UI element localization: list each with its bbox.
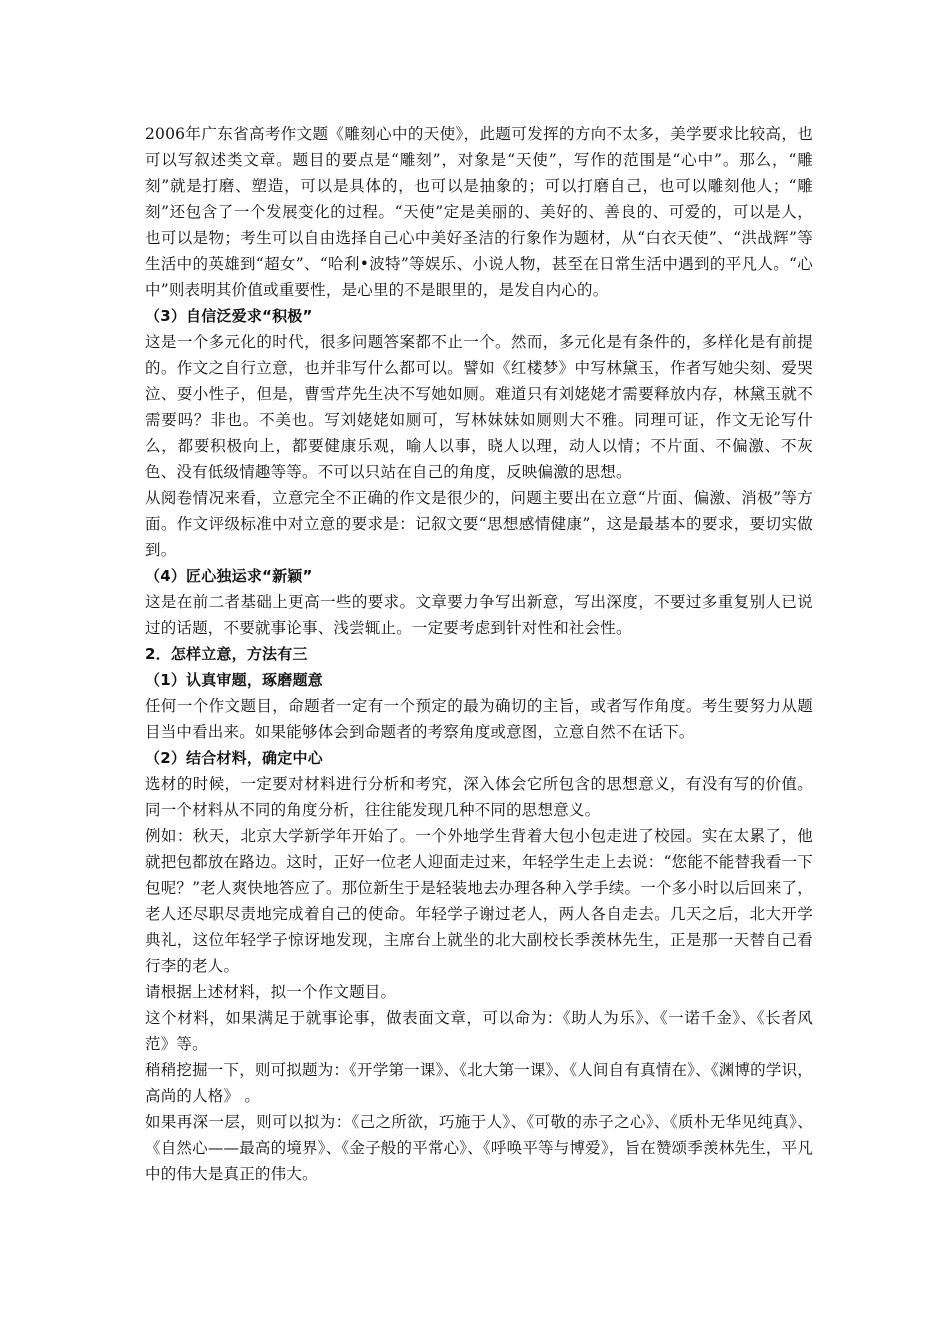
paragraph-novelty: 这是在前二者基础上更高一些的要求。文章要力争写出新意，写出深度，不要过多重复别人已说过的话题，不要就事论事、浅尝辄止。一定要考虑到针对性和社会性。 [145, 593, 813, 637]
section-heading-methods: 2．怎样立意，方法有三 [145, 645, 308, 663]
paragraph-diversity: 这是一个多元化的时代，很多问题答案都不止一个。然而，多元化是有条件的，多样化是有前提的。作文之自行立意，也并非写什么都可以。譬如《红楼梦》中写林黛玉，作者写她尖刻、爱哭泣、耍小性子，但是，曹雪芹先生决不写她如厕。难道只有刘姥姥才需要释放内存，林黛玉就不需要吗？非也。不美也。写刘姥姥如厕可，写林妹妹如厕则大不雅。同理可证，作文无论写什么，都要积极向上，都要健康乐观，喻人以事，晓人以理，动人以情；不片面、不偏激、不灰色、没有低级情趣等等。不可以只站在自己的角度，反映偏激的思想。 [145, 333, 813, 481]
paragraph-grading: 从阅卷情况来看，立意完全不正确的作文是很少的，问题主要出在立意“片面、偏激、消极”等方面。作文评级标准中对立意的要求是：记叙文要“思想感情健康”，这是最基本的要求，要切实做到。 [145, 489, 813, 559]
paragraph-example-story: 例如：秋天，北京大学新学年开始了。一个外地学生背着大包小包走进了校园。实在太累了，他就把包都放在路边。这时，正好一位老人迎面走过来，年轻学生走上去说：“您能不能替我看一下包呢？”老人爽快地答应了。那位新生于是轻装地去办理各种入学手续。一个多小时以后回来了，老人还尽职尽责地完成着自己的使命。年轻学子谢过老人，两人各自走去。几天之后，北大开学典礼，这位年轻学子惊讶地发现，主席台上就坐的北大副校长季羡林先生，正是那一天替自己看行李的老人。 [145, 827, 813, 975]
paragraph-titles-deeper: 稍稍挖掘一下，则可拟题为：《开学第一课》、《北大第一课》、《人间自有真情在》、《渊博的学识，高尚的人格》 。 [145, 1061, 813, 1105]
paragraph-titles-surface: 这个材料，如果满足于就事论事，做表面文章，可以命为：《助人为乐》、《一诺千金》、《长者风范》等。 [145, 1009, 813, 1053]
section-heading-novel: （4）匠心独运求“新颖” [145, 567, 313, 585]
paragraph-titles-deepest: 如果再深一层，则可以拟为：《己之所欲，巧施于人》、《可敬的赤子之心》、《质朴无华见纯真》、《自然心——最高的境界》、《金子般的平常心》、《呼唤平等与博爱》，旨在赞颂季羡林先生，平凡中的伟大是真正的伟大。 [145, 1113, 813, 1183]
subheading-material-center: （2）结合材料，确定中心 [145, 749, 323, 767]
paragraph-material-analysis: 选材的时候，一定要对材料进行分析和考究，深入体会它所包含的思想意义，有没有写的价值。同一个材料从不同的角度分析，往往能发现几种不同的思想意义。 [145, 775, 813, 819]
paragraph-task: 请根据上述材料，拟一个作文题目。 [145, 983, 397, 1001]
paragraph-topic-intent: 任何一个作文题目，命题者一定有一个预定的最为确切的主旨，或者写作角度。考生要努力从题目当中看出来。如果能够体会到命题者的考察角度或意图，立意自然不在话下。 [145, 697, 813, 741]
section-heading-positive: （3）自信泛爱求“积极” [145, 307, 313, 325]
subheading-read-topic: （1）认真审题，琢磨题意 [145, 671, 323, 689]
intro-paragraph: 2006年广东省高考作文题《雕刻心中的天使》，此题可发挥的方向不太多，美学要求比较高，也可以写叙述类文章。题目的要点是“雕刻”，对象是“天使”，写作的范围是“心中”。那么，“雕刻”就是打磨、塑造，可以是具体的，也可以是抽象的；可以打磨自己，也可以雕刻他人；“雕刻”还包含了一个发展变化的过程。“天使”定是美丽的、美好的、善良的、可爱的，可以是人，也可以是物；考生可以自由选择自己心中美好圣洁的行象作为题材，从“白衣天使”、“洪战辉”等生活中的英雄到“超女”、“哈利•波特”等娱乐、小说人物，甚至在日常生活中遇到的平凡人。“心中”则表明其价值或重要性，是心里的不是眼里的，是发自内心的。 [145, 125, 813, 299]
document-page [145, 121, 813, 1187]
